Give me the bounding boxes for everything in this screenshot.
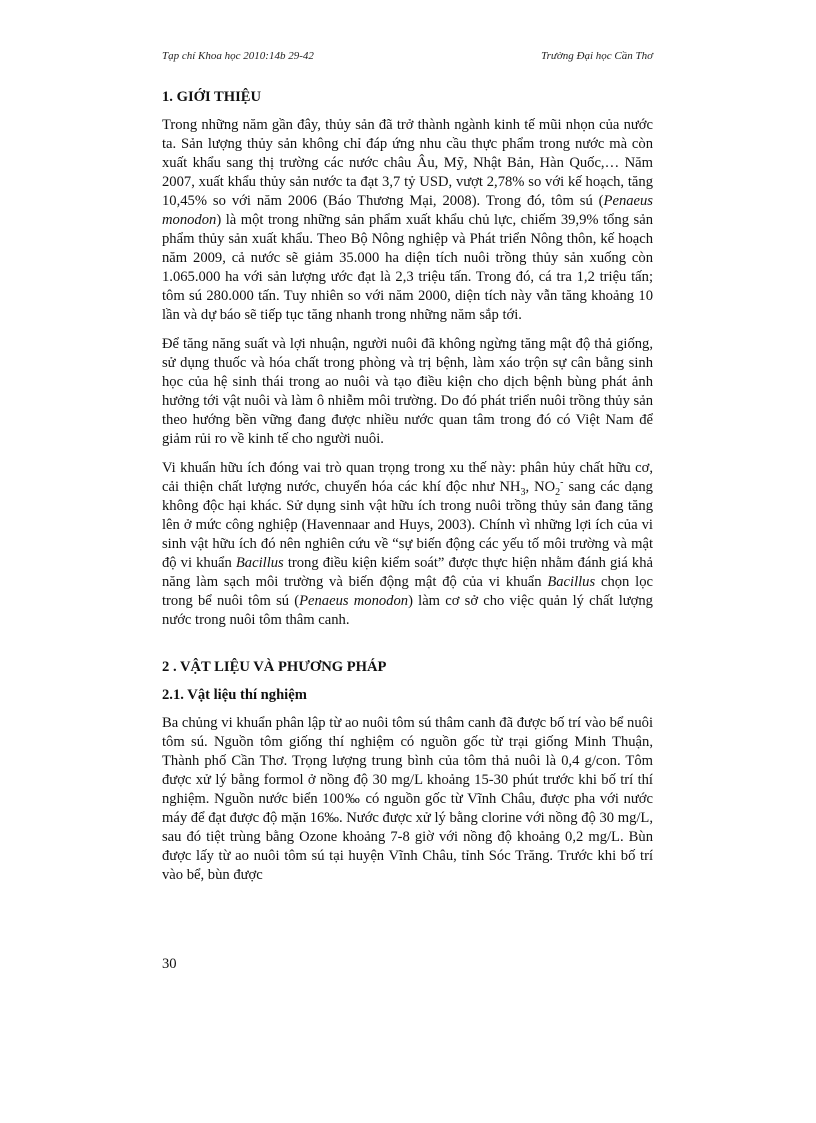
species-name: Penaeus monodon <box>162 193 653 228</box>
journal-citation: Tạp chí Khoa học 2010:14b 29-42 <box>162 50 314 62</box>
materials-paragraph: Ba chủng vi khuẩn phân lập từ ao nuôi tôm sú thâm canh đã được bố trí vào bể nuôi tôm sú. Nguồn tôm giống thí nghiệm có nguồn gốc từ trại giống Minh Thuận, Thành phố Cần Thơ. Trọng lượng trung bình của tôm thả nuôi là 0,4 g/con. Tôm được xử lý bằng formol ở nồng độ 30 mg/L khoảng 15-30 phút trước khi bố trí thí nghiệm. Nguồn nước biển 100‰ có nguồn gốc từ Vĩnh Châu, được pha với nước máy để đạt được độ mặn 16‰. Nước được xử lý bằng clorine với nồng độ 30 mg/L, sau đó tiệt trùng bằng Ozone khoảng 7-8 giờ với nồng độ khoảng 0,2 mg/L. Bùn được lấy từ ao nuôi tôm sú tại huyện Vĩnh Châu, tỉnh Sóc Trăng. Trước khi bố trí vào bể, bùn được <box>162 715 653 883</box>
institution-name: Trường Đại học Cần Thơ <box>541 50 653 62</box>
page-number: 30 <box>162 956 177 972</box>
intro-paragraph-3: Vi khuẩn hữu ích đóng vai trò quan trọng trong xu thế này: phân hủy chất hữu cơ, cải thiện chất lượng nước, chuyển hóa các khí độc như $NH_3$, $NO_2^-$ sang các dạng không độc hại khác. Sử dụng sinh vật hữu ích trong nuôi trồng thủy sản đang tăng lên ở mức công nghiệp (Havennaar and Huys, 2003). Chính vì những lợi ích của vi sinh vật hữu ích đó nên nghiên cứu về “sự biến động các yếu tố môi trường và mật độ vi khuẩn Bacillus trong điều kiện kiểm soát” được thực hiện nhằm đánh giá khả năng làm sạch môi trường và biến động mật độ của vi khuẩn Bacillus chọn lọc trong bể nuôi tôm sú (Penaeus monodon) làm cơ sở cho việc quản lý chất lượng nước trong nuôi tôm thâm canh. <box>162 460 653 628</box>
genus-name: Bacillus <box>547 574 596 590</box>
genus-name: Bacillus <box>235 555 284 571</box>
intro-paragraph-2: Để tăng năng suất và lợi nhuận, người nuôi đã không ngừng tăng mật độ thả giống, sử dụng thuốc và hóa chất trong phòng và trị bệnh, làm xáo trộn sự cân bằng sinh học của hệ sinh thái trong ao nuôi và tạo điều kiện cho dịch bệnh bùng phát ảnh hưởng tới vật nuôi và làm ô nhiễm môi trường. Do đó phát triển nuôi trồng thủy sản theo hướng bền vững đang được nhiều nước quan tâm trong đó có Việt Nam để giảm rủi ro về kinh tế cho người nuôi. <box>162 336 653 447</box>
intro-paragraph-1: Trong những năm gần đây, thủy sản đã trở thành ngành kinh tế mũi nhọn của nước ta. Sản lượng thủy sản không chỉ đáp ứng nhu cầu thực phẩm trong nước mà còn xuất khẩu sang thị trường các nước châu Âu, Mỹ, Nhật Bản, Hàn Quốc,… Năm 2007, xuất khẩu thủy sản nước ta đạt 3,7 tỷ USD, vượt 2,78% so với kế hoạch, tăng 10,45% so với năm 2006 (Báo Thương Mại, 2008). Trong đó, tôm sú (Penaeus monodon) là một trong những sản phẩm xuất khẩu chủ lực, chiếm 39,9% tổng sản phẩm thủy sản xuất khẩu. Theo Bộ Nông nghiệp và Phát triển Nông thôn, kế hoạch năm 2009, cả nước sẽ giảm 35.000 ha diện tích nuôi trồng thủy sản xuống còn 1.065.000 ha với sản lượng ước đạt là 2,3 triệu tấn. Trong đó, cá tra 1,2 triệu tấn; tôm sú 280.000 tấn. Tuy nhiên so với năm 2000, diện tích này vẫn tăng khoảng 10 lần và dự báo sẽ tiếp tục tăng nhanh trong những năm sắp tới. <box>162 117 653 323</box>
article-body <box>162 88 653 895</box>
section-2-heading: 2 . VẬT LIỆU VÀ PHƯƠNG PHÁP <box>162 659 387 675</box>
subsection-2-1-heading: 2.1. Vật liệu thí nghiệm <box>162 687 307 703</box>
section-1-heading: 1. GIỚI THIỆU <box>162 89 262 105</box>
species-name: Penaeus monodon <box>299 593 409 609</box>
